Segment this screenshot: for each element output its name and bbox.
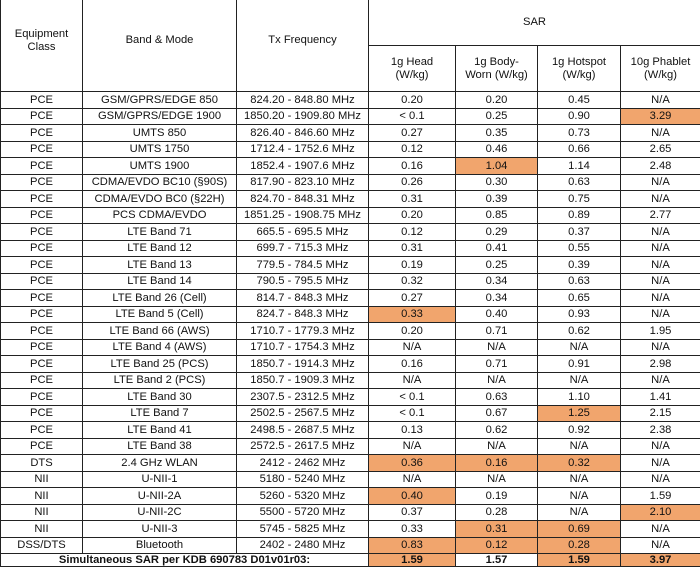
table-row xyxy=(1,356,700,373)
cell-tx-frequency: 1710.7 - 1779.3 MHz xyxy=(237,323,369,340)
table-row xyxy=(1,92,700,109)
cell-phablet: N/A xyxy=(621,306,700,323)
cell-band-mode: LTE Band 66 (AWS) xyxy=(83,323,237,340)
cell-body-worn: 1.04 xyxy=(456,158,538,175)
cell-head: N/A xyxy=(369,339,456,356)
cell-body-worn: 0.34 xyxy=(456,273,538,290)
cell-head: 0.27 xyxy=(369,125,456,142)
cell-equipment-class: PCE xyxy=(1,356,83,373)
cell-band-mode: LTE Band 2 (PCS) xyxy=(83,372,237,389)
cell-head: < 0.1 xyxy=(369,389,456,406)
cell-equipment-class: PCE xyxy=(1,92,83,109)
cell-head: 0.27 xyxy=(369,290,456,307)
cell-phablet: 2.10 xyxy=(621,504,700,521)
cell-body-worn: 0.35 xyxy=(456,125,538,142)
cell-tx-frequency: 817.90 - 823.10 MHz xyxy=(237,174,369,191)
cell-head: 0.16 xyxy=(369,158,456,175)
cell-band-mode: LTE Band 71 xyxy=(83,224,237,241)
table-body xyxy=(1,92,700,554)
cell-band-mode: PCS CDMA/EVDO xyxy=(83,207,237,224)
cell-body-worn: 0.12 xyxy=(456,537,538,554)
cell-head: < 0.1 xyxy=(369,108,456,125)
cell-equipment-class: NII xyxy=(1,521,83,538)
table-row xyxy=(1,488,700,505)
header-hotspot: 1g Hotspot (W/kg) xyxy=(538,46,621,92)
cell-body-worn: 0.85 xyxy=(456,207,538,224)
cell-phablet: 2.65 xyxy=(621,141,700,158)
cell-band-mode: LTE Band 25 (PCS) xyxy=(83,356,237,373)
cell-tx-frequency: 826.40 - 846.60 MHz xyxy=(237,125,369,142)
cell-hotspot: 1.25 xyxy=(538,405,621,422)
cell-band-mode: LTE Band 38 xyxy=(83,438,237,455)
cell-phablet: N/A xyxy=(621,290,700,307)
table-row xyxy=(1,224,700,241)
table-row xyxy=(1,389,700,406)
header-row-top xyxy=(1,0,700,46)
cell-equipment-class: NII xyxy=(1,488,83,505)
cell-tx-frequency: 814.7 - 848.3 MHz xyxy=(237,290,369,307)
table-row xyxy=(1,455,700,472)
cell-body-worn: 0.31 xyxy=(456,521,538,538)
cell-phablet: 1.95 xyxy=(621,323,700,340)
cell-tx-frequency: 1850.7 - 1914.3 MHz xyxy=(237,356,369,373)
cell-band-mode: LTE Band 41 xyxy=(83,422,237,439)
table-row xyxy=(1,471,700,488)
table-row xyxy=(1,422,700,439)
cell-body-worn: 0.62 xyxy=(456,422,538,439)
cell-equipment-class: PCE xyxy=(1,389,83,406)
table-row xyxy=(1,158,700,175)
simultaneous-sar-label: Simultaneous SAR per KDB 690783 D01v01r03: xyxy=(1,554,369,567)
cell-phablet: N/A xyxy=(621,521,700,538)
cell-hotspot: 0.63 xyxy=(538,273,621,290)
cell-hotspot: N/A xyxy=(538,339,621,356)
cell-head: 0.31 xyxy=(369,191,456,208)
cell-phablet: N/A xyxy=(621,372,700,389)
cell-hotspot: 0.28 xyxy=(538,537,621,554)
cell-band-mode: LTE Band 12 xyxy=(83,240,237,257)
cell-band-mode: 2.4 GHz WLAN xyxy=(83,455,237,472)
cell-body-worn: 0.46 xyxy=(456,141,538,158)
cell-body-worn: 0.71 xyxy=(456,356,538,373)
cell-equipment-class: PCE xyxy=(1,108,83,125)
cell-tx-frequency: 5500 - 5720 MHz xyxy=(237,504,369,521)
cell-phablet: N/A xyxy=(621,537,700,554)
cell-hotspot: 0.69 xyxy=(538,521,621,538)
cell-band-mode: LTE Band 4 (AWS) xyxy=(83,339,237,356)
total-phablet: 3.97 xyxy=(621,554,700,567)
cell-head: 0.37 xyxy=(369,504,456,521)
cell-equipment-class: DSS/DTS xyxy=(1,537,83,554)
cell-phablet: N/A xyxy=(621,455,700,472)
cell-tx-frequency: 2412 - 2462 MHz xyxy=(237,455,369,472)
cell-band-mode: LTE Band 5 (Cell) xyxy=(83,306,237,323)
cell-head: 0.83 xyxy=(369,537,456,554)
cell-head: 0.31 xyxy=(369,240,456,257)
cell-hotspot: 0.92 xyxy=(538,422,621,439)
cell-tx-frequency: 1712.4 - 1752.6 MHz xyxy=(237,141,369,158)
cell-hotspot: 0.65 xyxy=(538,290,621,307)
total-head: 1.59 xyxy=(369,554,456,567)
cell-body-worn: 0.40 xyxy=(456,306,538,323)
table-row xyxy=(1,339,700,356)
cell-head: N/A xyxy=(369,471,456,488)
header-equipment-class: Equipment Class xyxy=(1,0,83,92)
cell-body-worn: N/A xyxy=(456,471,538,488)
table-row xyxy=(1,108,700,125)
cell-equipment-class: NII xyxy=(1,471,83,488)
cell-body-worn: 0.16 xyxy=(456,455,538,472)
cell-tx-frequency: 1850.20 - 1909.80 MHz xyxy=(237,108,369,125)
cell-tx-frequency: 5180 - 5240 MHz xyxy=(237,471,369,488)
cell-phablet: 2.48 xyxy=(621,158,700,175)
table-row xyxy=(1,504,700,521)
table-row xyxy=(1,323,700,340)
cell-tx-frequency: 824.7 - 848.3 MHz xyxy=(237,306,369,323)
cell-equipment-class: PCE xyxy=(1,158,83,175)
cell-tx-frequency: 1850.7 - 1909.3 MHz xyxy=(237,372,369,389)
cell-body-worn: N/A xyxy=(456,372,538,389)
table-row xyxy=(1,537,700,554)
table-row xyxy=(1,207,700,224)
cell-hotspot: 0.32 xyxy=(538,455,621,472)
cell-head: 0.13 xyxy=(369,422,456,439)
total-body-worn: 1.57 xyxy=(456,554,538,567)
cell-hotspot: 1.14 xyxy=(538,158,621,175)
simultaneous-sar-row xyxy=(1,554,700,567)
cell-head: 0.12 xyxy=(369,141,456,158)
header-phablet: 10g Phablet (W/kg) xyxy=(621,46,700,92)
cell-equipment-class: PCE xyxy=(1,191,83,208)
cell-hotspot: 0.63 xyxy=(538,174,621,191)
cell-equipment-class: PCE xyxy=(1,224,83,241)
cell-phablet: N/A xyxy=(621,240,700,257)
cell-equipment-class: PCE xyxy=(1,306,83,323)
cell-hotspot: 0.75 xyxy=(538,191,621,208)
cell-tx-frequency: 824.70 - 848.31 MHz xyxy=(237,191,369,208)
table-row xyxy=(1,290,700,307)
cell-body-worn: 0.30 xyxy=(456,174,538,191)
cell-head: 0.33 xyxy=(369,521,456,538)
cell-band-mode: LTE Band 13 xyxy=(83,257,237,274)
cell-tx-frequency: 2502.5 - 2567.5 MHz xyxy=(237,405,369,422)
cell-body-worn: 0.67 xyxy=(456,405,538,422)
cell-band-mode: CDMA/EVDO BC10 (§90S) xyxy=(83,174,237,191)
table-row xyxy=(1,125,700,142)
cell-head: 0.26 xyxy=(369,174,456,191)
cell-tx-frequency: 824.20 - 848.80 MHz xyxy=(237,92,369,109)
header-band-mode: Band & Mode xyxy=(83,0,237,92)
cell-tx-frequency: 790.5 - 795.5 MHz xyxy=(237,273,369,290)
cell-body-worn: 0.19 xyxy=(456,488,538,505)
cell-phablet: N/A xyxy=(621,174,700,191)
table-row xyxy=(1,240,700,257)
cell-band-mode: UMTS 850 xyxy=(83,125,237,142)
cell-phablet: N/A xyxy=(621,92,700,109)
table-row xyxy=(1,273,700,290)
header-sar: SAR xyxy=(369,0,700,46)
cell-body-worn: 0.20 xyxy=(456,92,538,109)
total-hotspot: 1.59 xyxy=(538,554,621,567)
cell-phablet: N/A xyxy=(621,438,700,455)
cell-equipment-class: PCE xyxy=(1,141,83,158)
cell-head: N/A xyxy=(369,372,456,389)
cell-hotspot: 1.10 xyxy=(538,389,621,406)
cell-phablet: N/A xyxy=(621,191,700,208)
cell-phablet: N/A xyxy=(621,125,700,142)
cell-equipment-class: NII xyxy=(1,504,83,521)
cell-tx-frequency: 1852.4 - 1907.6 MHz xyxy=(237,158,369,175)
cell-band-mode: Bluetooth xyxy=(83,537,237,554)
cell-hotspot: N/A xyxy=(538,471,621,488)
cell-tx-frequency: 5745 - 5825 MHz xyxy=(237,521,369,538)
cell-head: 0.20 xyxy=(369,207,456,224)
cell-tx-frequency: 2572.5 - 2617.5 MHz xyxy=(237,438,369,455)
table-row xyxy=(1,438,700,455)
cell-hotspot: 0.90 xyxy=(538,108,621,125)
cell-hotspot: N/A xyxy=(538,504,621,521)
cell-body-worn: 0.39 xyxy=(456,191,538,208)
cell-equipment-class: PCE xyxy=(1,290,83,307)
cell-tx-frequency: 699.7 - 715.3 MHz xyxy=(237,240,369,257)
cell-head: 0.33 xyxy=(369,306,456,323)
cell-tx-frequency: 779.5 - 784.5 MHz xyxy=(237,257,369,274)
cell-body-worn: 0.71 xyxy=(456,323,538,340)
cell-hotspot: 0.66 xyxy=(538,141,621,158)
cell-body-worn: N/A xyxy=(456,339,538,356)
cell-tx-frequency: 5260 - 5320 MHz xyxy=(237,488,369,505)
cell-head: 0.12 xyxy=(369,224,456,241)
cell-band-mode: GSM/GPRS/EDGE 1900 xyxy=(83,108,237,125)
cell-hotspot: 0.37 xyxy=(538,224,621,241)
cell-hotspot: 0.89 xyxy=(538,207,621,224)
table-row xyxy=(1,257,700,274)
cell-equipment-class: PCE xyxy=(1,438,83,455)
cell-hotspot: 0.91 xyxy=(538,356,621,373)
cell-phablet: N/A xyxy=(621,339,700,356)
cell-hotspot: N/A xyxy=(538,438,621,455)
cell-band-mode: UMTS 1900 xyxy=(83,158,237,175)
cell-head: < 0.1 xyxy=(369,405,456,422)
cell-band-mode: UMTS 1750 xyxy=(83,141,237,158)
cell-equipment-class: PCE xyxy=(1,323,83,340)
cell-phablet: 2.15 xyxy=(621,405,700,422)
cell-phablet: N/A xyxy=(621,224,700,241)
cell-head: 0.19 xyxy=(369,257,456,274)
cell-equipment-class: PCE xyxy=(1,422,83,439)
cell-hotspot: 0.62 xyxy=(538,323,621,340)
cell-band-mode: LTE Band 26 (Cell) xyxy=(83,290,237,307)
cell-tx-frequency: 1851.25 - 1908.75 MHz xyxy=(237,207,369,224)
cell-head: 0.36 xyxy=(369,455,456,472)
cell-phablet: 2.98 xyxy=(621,356,700,373)
cell-phablet: N/A xyxy=(621,257,700,274)
cell-head: 0.32 xyxy=(369,273,456,290)
cell-phablet: 1.41 xyxy=(621,389,700,406)
cell-band-mode: CDMA/EVDO BC0 (§22H) xyxy=(83,191,237,208)
table-row xyxy=(1,405,700,422)
table-row xyxy=(1,372,700,389)
cell-equipment-class: PCE xyxy=(1,174,83,191)
cell-equipment-class: PCE xyxy=(1,372,83,389)
header-tx-frequency: Tx Frequency xyxy=(237,0,369,92)
cell-equipment-class: PCE xyxy=(1,273,83,290)
cell-equipment-class: PCE xyxy=(1,405,83,422)
cell-phablet: 2.38 xyxy=(621,422,700,439)
cell-body-worn: 0.63 xyxy=(456,389,538,406)
cell-band-mode: U-NII-2C xyxy=(83,504,237,521)
cell-band-mode: LTE Band 14 xyxy=(83,273,237,290)
cell-tx-frequency: 665.5 - 695.5 MHz xyxy=(237,224,369,241)
cell-phablet: 3.29 xyxy=(621,108,700,125)
table-row xyxy=(1,141,700,158)
cell-band-mode: U-NII-2A xyxy=(83,488,237,505)
cell-head: 0.20 xyxy=(369,92,456,109)
cell-head: 0.40 xyxy=(369,488,456,505)
cell-body-worn: 0.29 xyxy=(456,224,538,241)
cell-hotspot: N/A xyxy=(538,488,621,505)
cell-equipment-class: PCE xyxy=(1,339,83,356)
cell-phablet: N/A xyxy=(621,471,700,488)
cell-phablet: 2.77 xyxy=(621,207,700,224)
cell-hotspot: 0.93 xyxy=(538,306,621,323)
cell-body-worn: N/A xyxy=(456,438,538,455)
cell-band-mode: LTE Band 7 xyxy=(83,405,237,422)
cell-band-mode: U-NII-3 xyxy=(83,521,237,538)
table-row xyxy=(1,191,700,208)
cell-hotspot: 0.45 xyxy=(538,92,621,109)
cell-tx-frequency: 2307.5 - 2312.5 MHz xyxy=(237,389,369,406)
cell-head: 0.16 xyxy=(369,356,456,373)
cell-hotspot: 0.55 xyxy=(538,240,621,257)
table-row xyxy=(1,521,700,538)
header-body-worn: 1g Body- Worn (W/kg) xyxy=(456,46,538,92)
cell-body-worn: 0.34 xyxy=(456,290,538,307)
table-row xyxy=(1,174,700,191)
cell-hotspot: 0.39 xyxy=(538,257,621,274)
cell-tx-frequency: 1710.7 - 1754.3 MHz xyxy=(237,339,369,356)
cell-tx-frequency: 2402 - 2480 MHz xyxy=(237,537,369,554)
cell-equipment-class: PCE xyxy=(1,257,83,274)
cell-equipment-class: DTS xyxy=(1,455,83,472)
cell-hotspot: 0.73 xyxy=(538,125,621,142)
cell-band-mode: LTE Band 30 xyxy=(83,389,237,406)
cell-body-worn: 0.25 xyxy=(456,108,538,125)
cell-tx-frequency: 2498.5 - 2687.5 MHz xyxy=(237,422,369,439)
cell-equipment-class: PCE xyxy=(1,207,83,224)
cell-equipment-class: PCE xyxy=(1,240,83,257)
cell-phablet: N/A xyxy=(621,273,700,290)
cell-head: N/A xyxy=(369,438,456,455)
cell-phablet: 1.59 xyxy=(621,488,700,505)
cell-band-mode: GSM/GPRS/EDGE 850 xyxy=(83,92,237,109)
cell-hotspot: N/A xyxy=(538,372,621,389)
cell-head: 0.20 xyxy=(369,323,456,340)
cell-body-worn: 0.41 xyxy=(456,240,538,257)
cell-band-mode: U-NII-1 xyxy=(83,471,237,488)
table-row xyxy=(1,306,700,323)
cell-body-worn: 0.25 xyxy=(456,257,538,274)
cell-body-worn: 0.28 xyxy=(456,504,538,521)
header-head: 1g Head (W/kg) xyxy=(369,46,456,92)
cell-equipment-class: PCE xyxy=(1,125,83,142)
